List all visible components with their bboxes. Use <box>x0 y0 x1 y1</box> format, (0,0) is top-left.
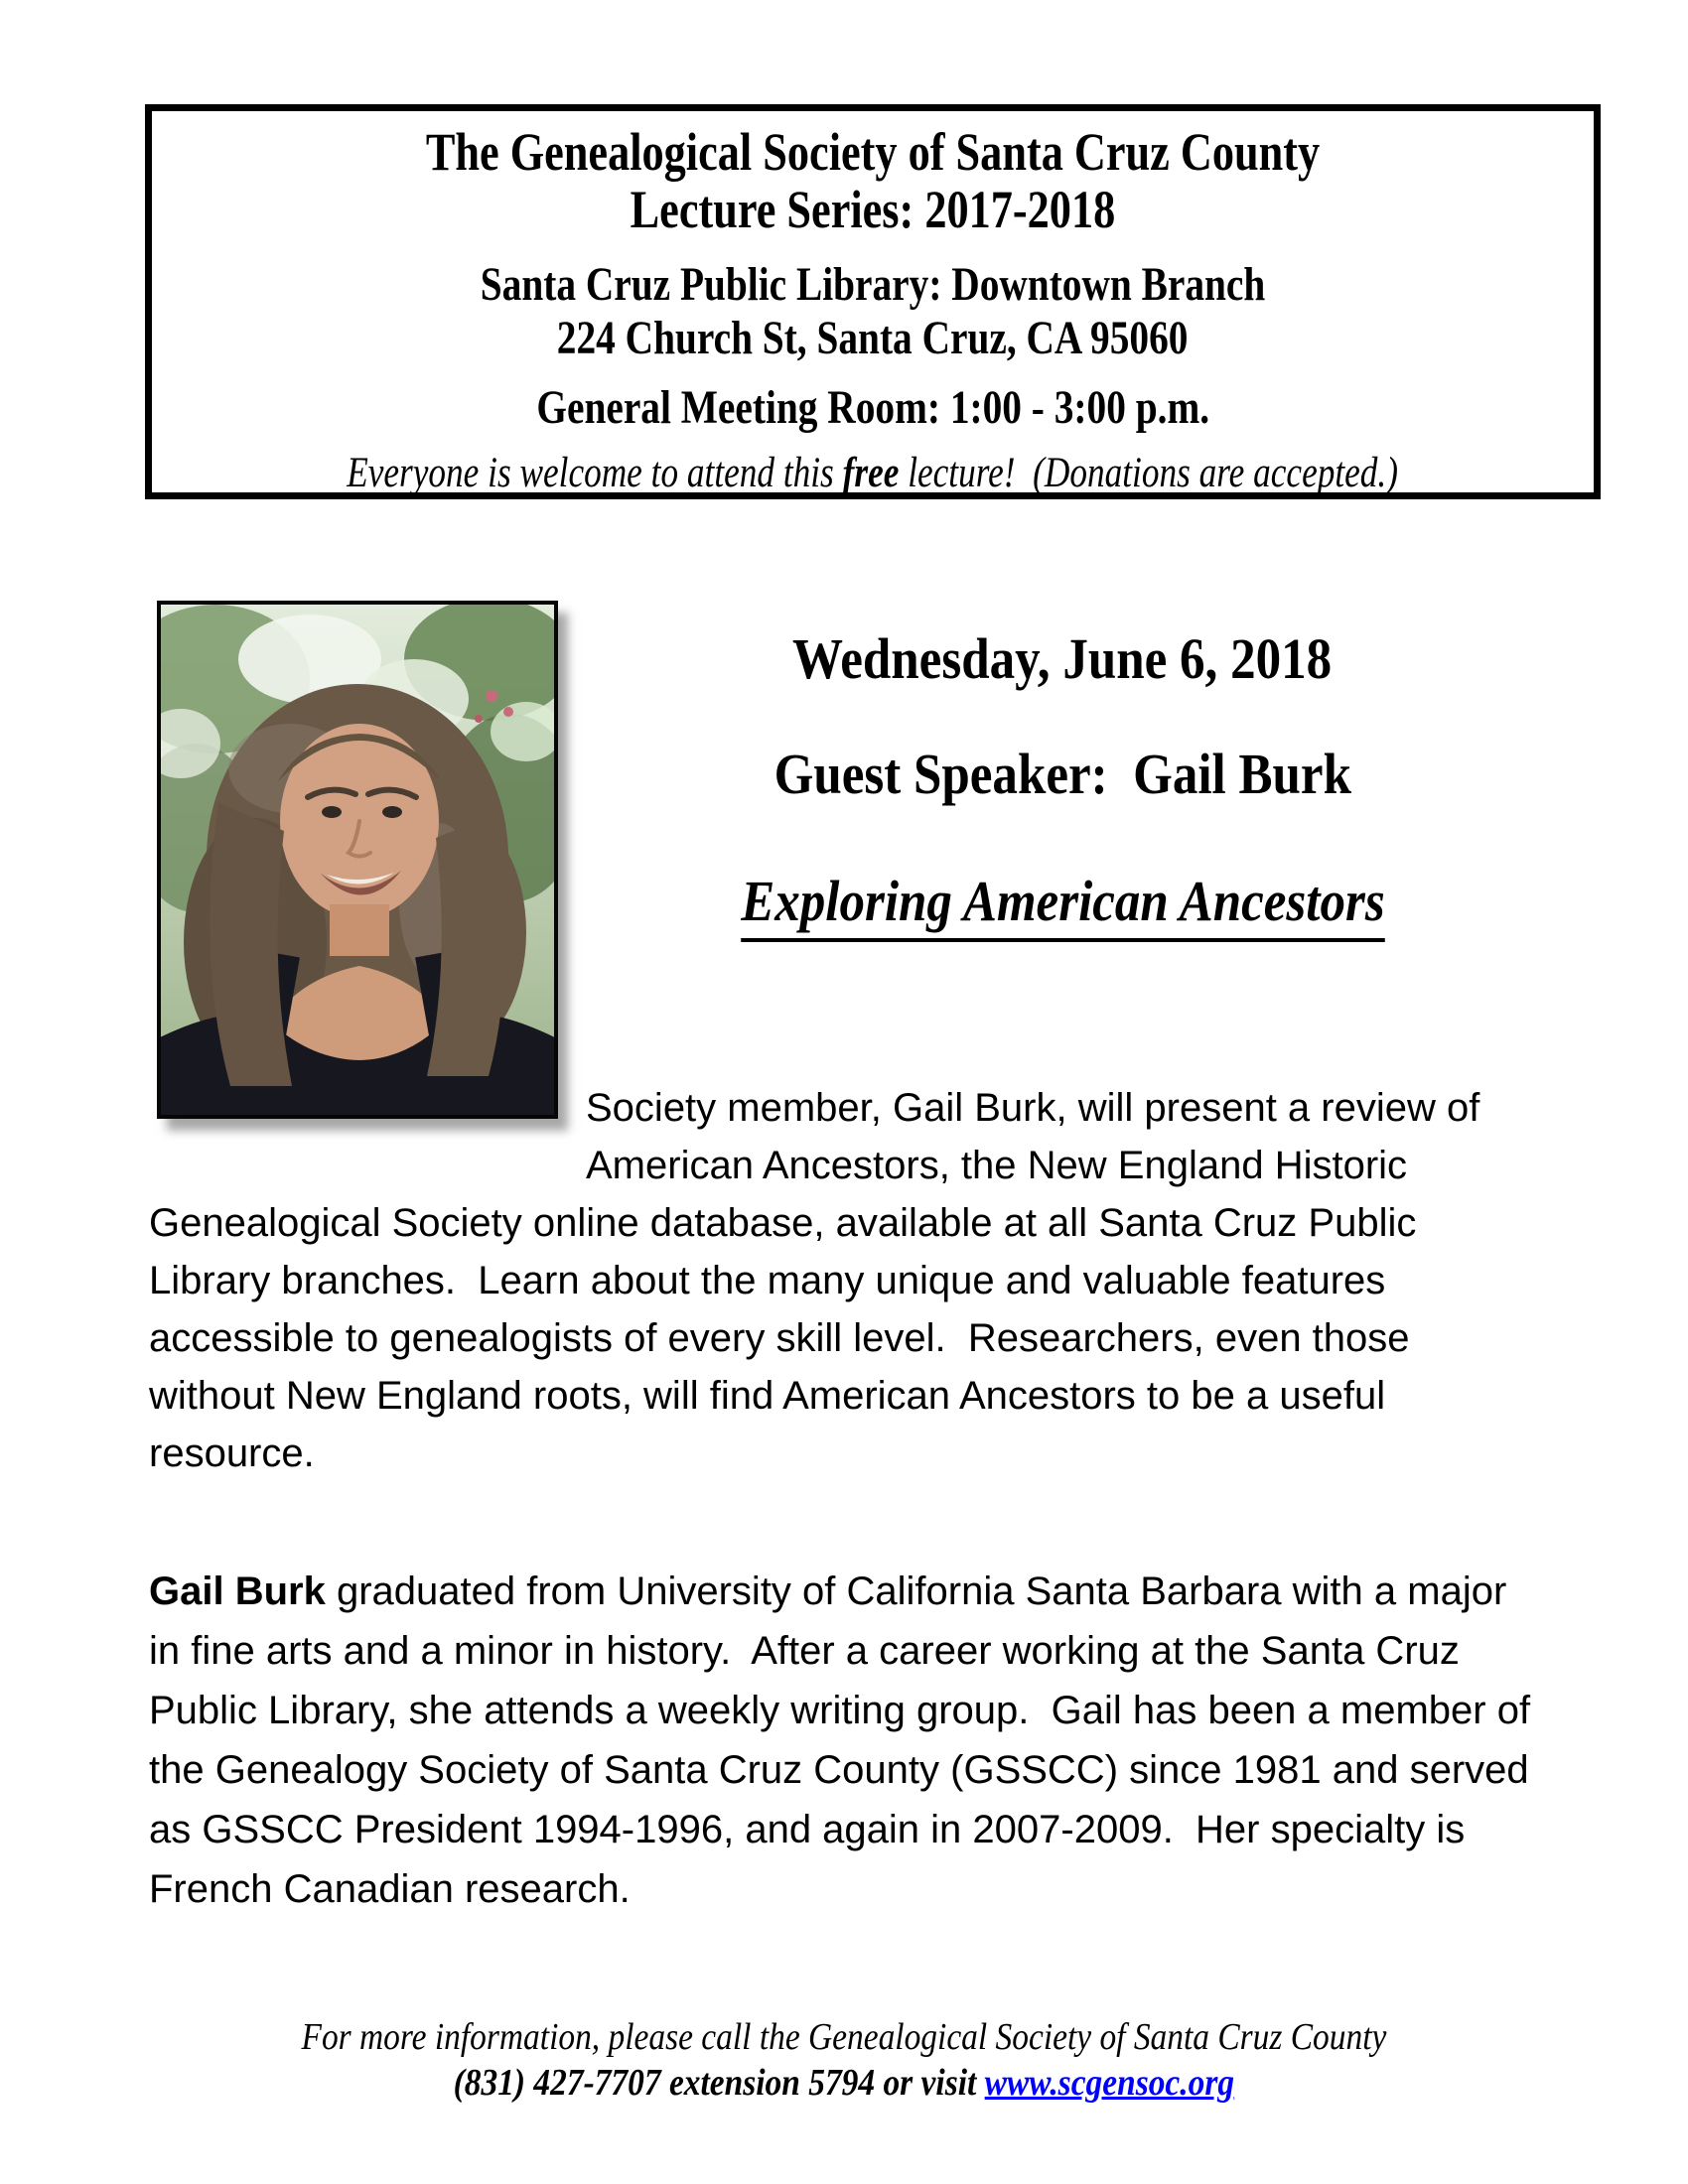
footer-info-line: For more information, please call the Genealogical Society of Santa Cruz County <box>301 2016 1387 2058</box>
talk-description: Society member, Gail Burk, will present a review of American Ancestors, the New England Historic Genealogical Society online database, available at all Santa Cruz Public Library branches. Learn about the many unique and valuable features accessible to genealogists of every skill level. Researchers, even those without New England roots, will find American Ancestors to be a useful resource. <box>149 1086 1489 1475</box>
venue-address <box>152 258 1594 365</box>
meeting-room-time: General Meeting Room: 1:00 - 3:00 p.m. <box>536 381 1209 434</box>
lecture-series-line: Lecture Series: 2017-2018 <box>630 180 1116 239</box>
footer-phone: (831) 427-7707 extension 5794 or visit <box>453 2062 985 2104</box>
speaker-photo-illustration <box>161 605 554 1115</box>
speaker-photo <box>157 601 558 1119</box>
society-title <box>152 123 1594 238</box>
header-box <box>145 104 1601 499</box>
welcome-suffix: lecture! (Donations are accepted.) <box>899 450 1399 496</box>
venue-street: 224 Church St, Santa Cruz, CA 95060 <box>557 312 1189 364</box>
welcome-prefix: Everyone is welcome to attend this <box>347 450 843 496</box>
talk-title-heading: Exploring American Ancestors <box>149 869 1539 942</box>
footer <box>149 2014 1539 2106</box>
speaker-bio-name: Gail Burk <box>149 1570 326 1613</box>
welcome-line <box>152 449 1594 498</box>
event-date-heading: Wednesday, June 6, 2018 <box>792 626 1333 691</box>
society-title-line1: The Genealogical Society of Santa Cruz County <box>425 122 1321 182</box>
speaker-bio <box>149 1562 1542 1919</box>
speaker-bio-text: graduated from University of California Santa Barbara with a major in fine arts and a minor in history. After a career working at the Santa Cruz Public Library, she attends a weekly writing group. Gail has been a member of the Genealogy Society of Santa Cruz County (GSSCC) since 1981 and served as GSSCC President 1994-1996, and again in 2007-2009. Her specialty is French Canadian research. <box>149 1570 1542 1911</box>
guest-speaker-heading: Guest Speaker: Gail Burk <box>774 742 1351 806</box>
welcome-free-word: free <box>842 450 900 496</box>
venue-name: Santa Cruz Public Library: Downtown Branch <box>480 258 1266 311</box>
main-content <box>0 601 1688 2106</box>
website-link[interactable]: www.scgensoc.org <box>984 2062 1235 2104</box>
footer-contact-line <box>149 2060 1539 2106</box>
